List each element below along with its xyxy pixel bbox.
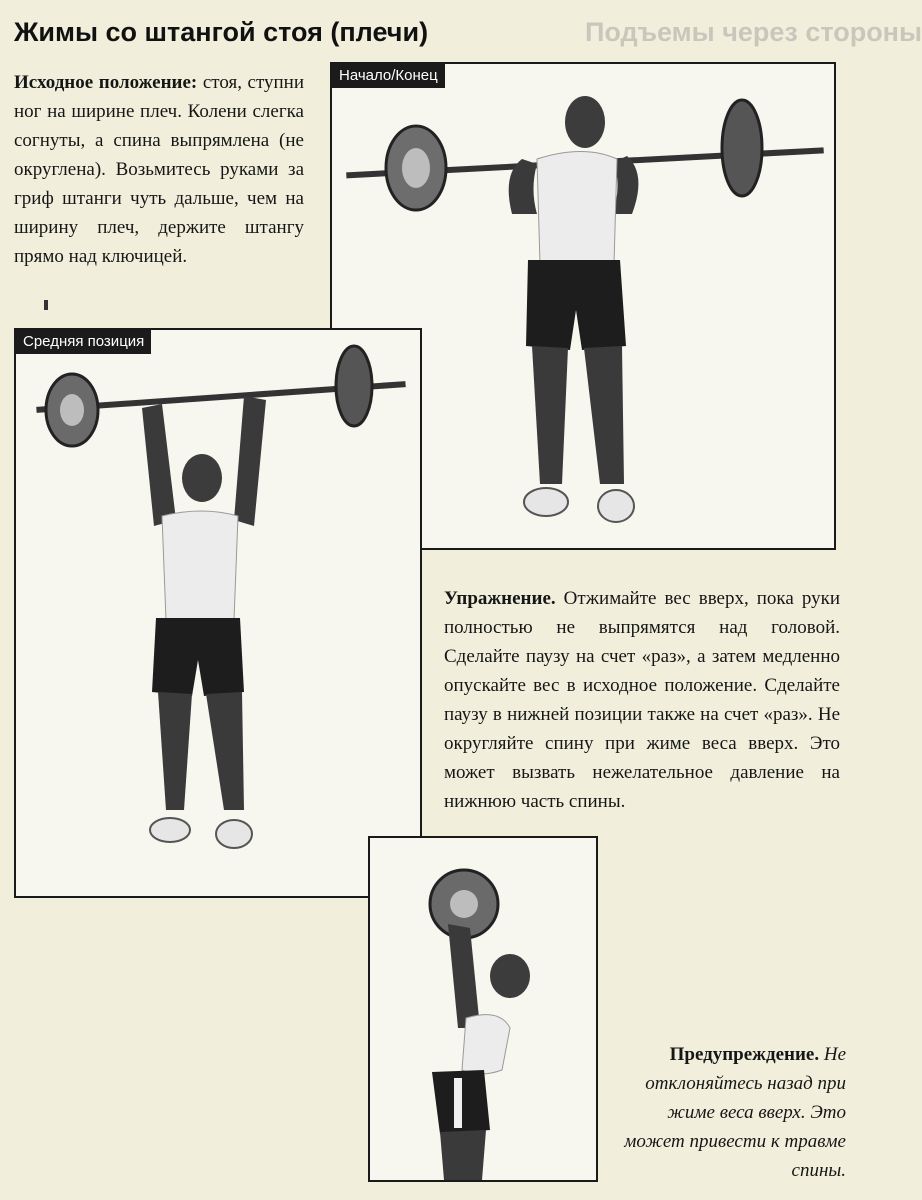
exercise-text bbox=[444, 584, 840, 816]
start-position-text bbox=[14, 68, 304, 271]
next-page-title-ghost: Подъемы через стороны bbox=[585, 17, 922, 47]
photo-label-start-end: Начало/Конец bbox=[332, 64, 445, 88]
photo-middle-position bbox=[14, 328, 422, 898]
warning-heading: Предупреждение. bbox=[669, 1044, 824, 1065]
photo-side-view bbox=[368, 836, 598, 1182]
exercise-heading: Упражнение. bbox=[444, 588, 564, 609]
warning-text bbox=[614, 1040, 846, 1185]
print-mark bbox=[44, 300, 48, 310]
page-title: Жимы со штангой стоя (плечи) bbox=[14, 17, 429, 47]
start-position-heading: Исходное положение: bbox=[14, 72, 203, 93]
exercise-body: Отжимайте вес вверх, пока руки полностью не выпрямятся над головой. Сделайте паузу на счет «раз», а затем медленно опускайте вес в исходное положение. Сделайте паузу в нижней позиции также на счет «раз». Не округляйте спину при жиме веса вверх. Это может вызвать нежелательное давление на нижнюю часть спины. bbox=[444, 588, 840, 812]
photo-label-middle-position: Средняя позиция bbox=[16, 330, 151, 354]
start-position-body: стоя, ступни ног на ширине плеч. Колени слегка согнуты, а спина выпрямлена (не округлена). Возьмитесь руками за гриф штанги чуть дальше, чем на ширину плеч, держите штангу прямо над ключицей. bbox=[14, 72, 304, 267]
athlete-side-view-leaning-back-photo bbox=[370, 838, 596, 1180]
athlete-barbell-overhead-photo bbox=[16, 330, 420, 896]
warning-body: Не отклоняйтесь назад при жиме веса вверх. Это может привести к травме спины. bbox=[624, 1044, 846, 1181]
